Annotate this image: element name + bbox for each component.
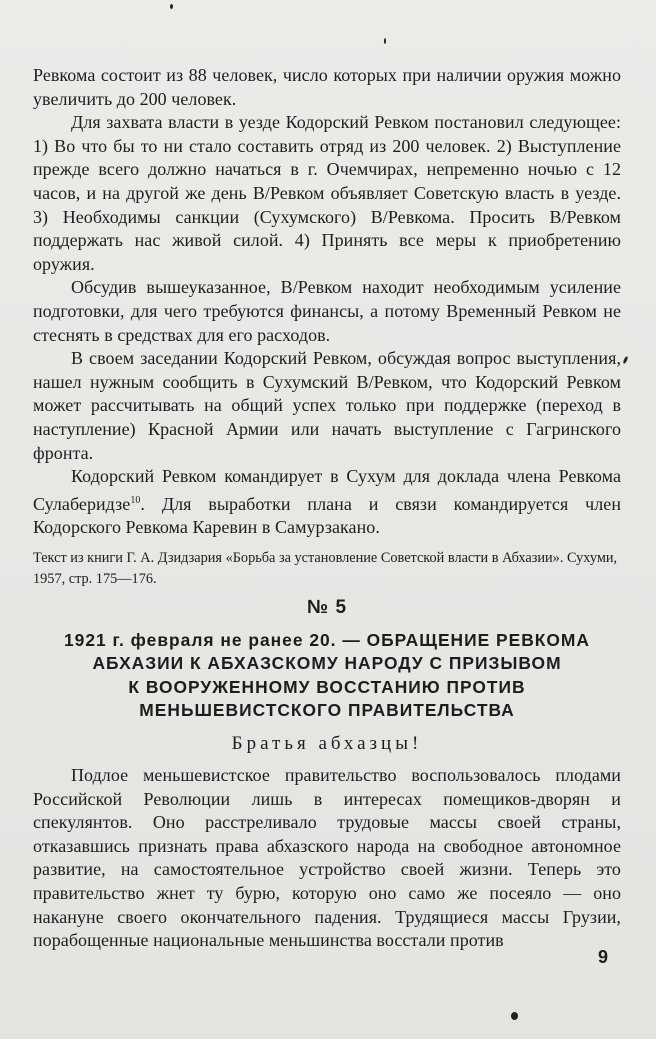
print-speck [622, 356, 628, 365]
salutation: Братья абхазцы! [231, 733, 423, 754]
paragraph-meeting: В своем заседании Кодорский Ревком, обсуждая вопрос выступления, нашел нужным сообщить в Сухумский В/Ревком, что Кодорский Ревком может рассчитывать на общий успех только при поддержке (переход в наступление) Красной Армии или начать выступление с Гагринского фронта. [33, 348, 621, 463]
paragraph-decisions: Для захвата власти в уезде Кодорский Ревком постановил следующее: 1) Во что бы то ни стало составить отряд из 200 человек. 2) Выступление прежде всего должно начаться в г. Очемчирах, непременно ночью с 12 часов, и на другой же день В/Ревком объявляет Советскую власть в уезде. 3) Необходимы санкции (Сухумского) В/Ревкома. Просить В/Ревком поддержать нас живой силой. 4) Принять все меры к приобретению оружия. [33, 112, 621, 274]
print-speck [170, 4, 173, 9]
page-number: 9 [598, 947, 609, 967]
appeal-paragraph: Подлое меньшевистское правительство воспользовалось плодами Российской Революции лишь в интересах помещиков-дворян и спекулянтов. Оно расстреливало трудовые массы своей страны, отказавшись признать права абхазского народа на свободное автономное развитие, на самостоятельное устройство своей жизни. Теперь это правительство жнет ту бурю, которую оно само же посеяло — оно накануне своего окончательного падения. Трудящиеся массы Грузии, порабощенные национальные меньшинства восстали против [33, 765, 621, 951]
print-speck [511, 1012, 518, 1020]
document-title [33, 629, 621, 723]
delegation-text-a: Кодорский Ревком командирует в Сухум для доклада члена Ревкома Сулаберидзе [33, 466, 621, 514]
print-speck [384, 38, 386, 44]
title-line: 1921 г. февраля не ранее 20. — ОБРАЩЕНИЕ РЕВКОМА [64, 630, 590, 650]
paragraph-finances: Обсудив вышеуказанное, В/Ревком находит необходимым усиление подготовки, для чего требуются финансы, а потому Временный Ревком не стеснять в средствах для его расходов. [33, 277, 621, 345]
title-line: АБХАЗИИ К АБХАЗСКОМУ НАРОДУ С ПРИЗЫВОМ [92, 653, 562, 674]
source-note: Текст из книги Г. А. Дзидзария «Борьба за установление Советской власти в Абхазии». Сухуми, 1957, стр. 175—176. [33, 549, 618, 587]
document-section [33, 0, 621, 1039]
delegation-text-b: . Для выработки плана и связи командируется член Кодорского Ревкома Каревин в Самурзакано. [33, 493, 621, 538]
appeal-body [33, 764, 621, 953]
footnote-ref: 10 [130, 494, 141, 506]
document-number: № 5 [306, 597, 348, 618]
title-line: МЕНЬШЕВИСТСКОГО ПРАВИТЕЛЬСТВА [139, 700, 515, 721]
title-line: К ВООРУЖЕННОМУ ВОССТАНИЮ ПРОТИВ [128, 676, 526, 697]
paragraph-continued: Ревкома состоит из 88 человек, число которых при наличии оружия можно увеличить до 200 человек. [33, 65, 621, 109]
